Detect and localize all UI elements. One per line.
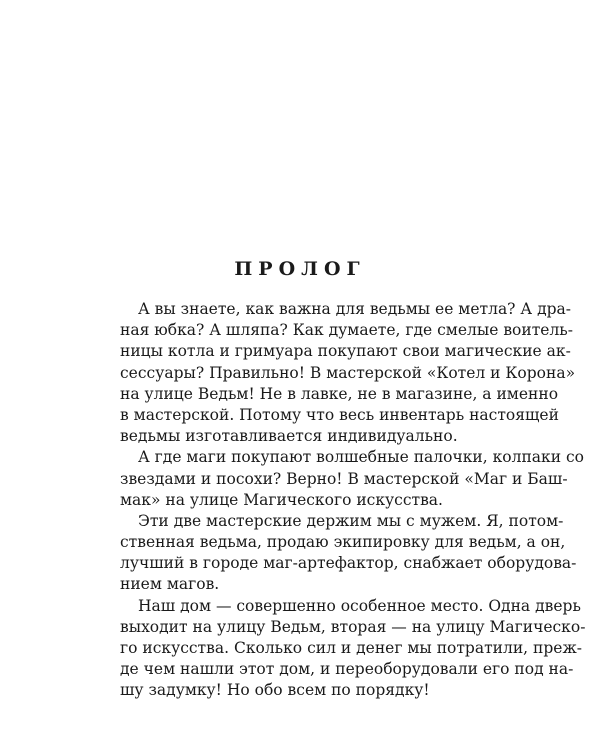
text-line: ведьмы изготавливается индивидуально. (120, 427, 458, 446)
text-line: мак» на улице Магического искусства. (120, 490, 443, 509)
text-line: выходит на улицу Ведьм, вторая — на улицу Магическо- (120, 617, 586, 636)
text-line: лучший в городе маг-артефактор, снабжает оборудова- (120, 554, 577, 573)
text-line: Эти две мастерские держим мы с мужем. Я, потом- (138, 511, 564, 530)
text-line: сессуары? Правильно! В мастерской «Котел и Корона» (120, 363, 576, 382)
text-line: го искусства. Сколько сил и денег мы потратили, преж- (120, 639, 582, 657)
text-line: Наш дом — совершенно особенное место. Одна дверь (138, 596, 581, 615)
text-line: шу задумку! Но обо всем по порядку! (120, 681, 430, 700)
text-line: ницы котла и гримуара покупают свои магические ак- (120, 342, 571, 361)
prologue-text (120, 299, 586, 702)
text-line: ственная ведьма, продаю экипировку для ведьм, а он, (120, 533, 566, 552)
chapter-title: ПРОЛОГ (234, 258, 366, 280)
text-line: А вы знаете, как важна для ведьмы ее метла? А дра- (138, 300, 572, 318)
text-line: звездами и посохи? Верно! В мастерской «Маг и Баш- (120, 469, 568, 488)
text-line: ная юбка? А шляпа? Как думаете, где смелые воитель- (120, 321, 573, 340)
text-line: в мастерской. Потому что весь инвентарь настоящей (120, 405, 559, 424)
text-line: на улице Ведьм! Не в лавке, не в магазине, а именно (120, 384, 559, 403)
text-line: де чем нашли этот дом, и переоборудовали его под на- (120, 660, 574, 679)
text-line: нием магов. (120, 575, 220, 594)
text-line: А где маги покупают волшебные палочки, колпаки со (138, 448, 584, 467)
